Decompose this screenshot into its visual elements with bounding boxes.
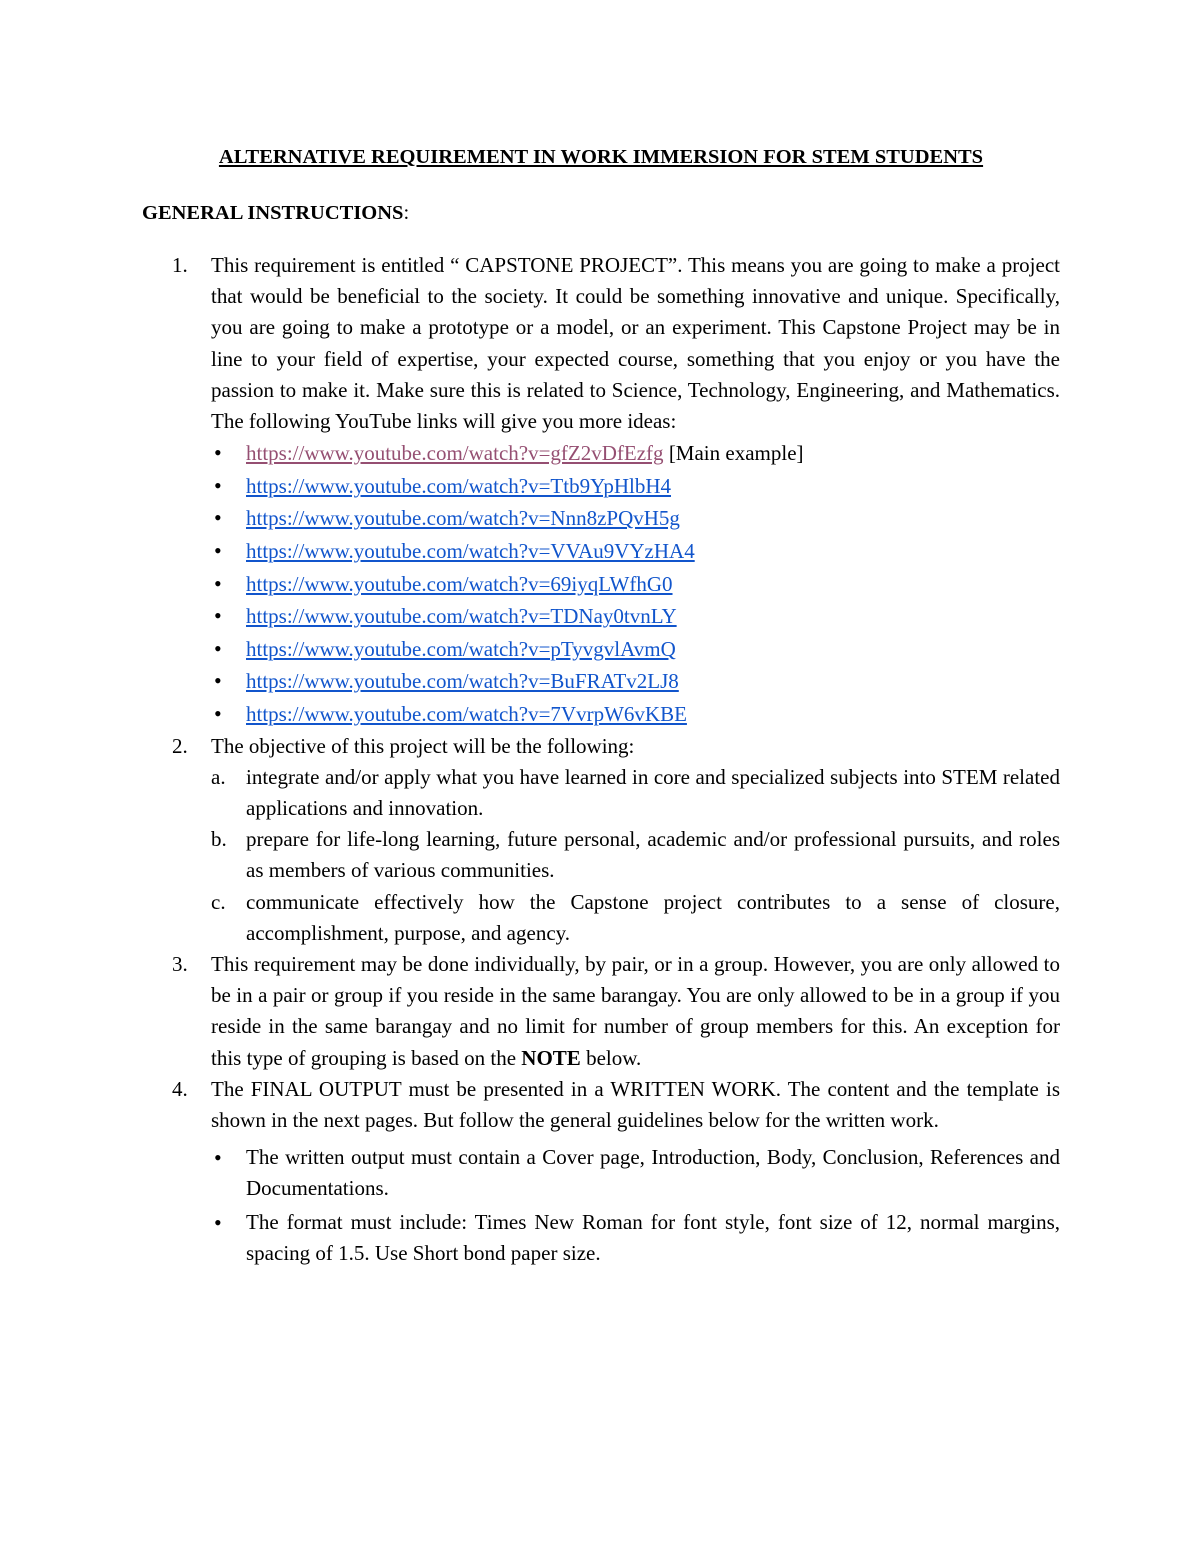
youtube-link-item <box>211 568 1060 601</box>
guideline-item <box>211 1207 1060 1269</box>
instructions-list <box>142 250 1060 1269</box>
youtube-link[interactable]: https://www.youtube.com/watch?v=69iyqLWfhG0 <box>246 571 673 596</box>
guideline-text: • The format must include: Times New Roman for font style, font size of 12, normal margins, spacing of 1.5. Use Short bond paper size. <box>246 1209 1060 1265</box>
youtube-link-item <box>211 535 1060 568</box>
youtube-link[interactable]: https://www.youtube.com/watch?v=BuFRATv2LJ8 <box>246 669 679 694</box>
youtube-link[interactable]: https://www.youtube.com/watch?v=gfZ2vDfEzfg <box>246 441 664 466</box>
youtube-link-item <box>211 633 1060 666</box>
instruction-item-2 <box>142 731 1060 949</box>
objective-text: integrate and/or apply what you have learned in core and specialized subjects into STEM related applications and innovation. <box>246 764 1060 820</box>
instruction-item-3 <box>142 949 1060 1074</box>
instruction-text-tail: below. <box>580 1045 642 1070</box>
youtube-link-item <box>211 665 1060 698</box>
objective-item <box>211 762 1060 824</box>
instruction-number: 2. <box>172 733 188 758</box>
objective-letter: b. <box>211 827 227 852</box>
youtube-link-item <box>211 698 1060 731</box>
youtube-link-item <box>211 437 1060 470</box>
guidelines-list <box>211 1142 1060 1269</box>
note-emphasis: NOTE <box>521 1045 581 1070</box>
document-title: ALTERNATIVE REQUIREMENT IN WORK IMMERSION FOR STEM STUDENTS <box>218 146 984 168</box>
youtube-link[interactable]: https://www.youtube.com/watch?v=7VvrpW6vKBE <box>246 701 687 726</box>
instruction-number: 1. <box>172 253 188 277</box>
guideline-item <box>211 1142 1060 1204</box>
general-instructions-label: GENERAL INSTRUCTIONS <box>142 202 404 224</box>
objectives-list <box>211 762 1060 949</box>
youtube-links-list <box>211 437 1060 730</box>
youtube-link[interactable]: https://www.youtube.com/watch?v=pTyvgvlAvmQ <box>246 636 676 661</box>
general-instructions-heading <box>142 198 1060 228</box>
instruction-text <box>211 949 1060 1074</box>
objective-text: prepare for life-long learning, future personal, academic and/or professional pursuits, and roles as members of various communities. <box>246 827 1060 883</box>
youtube-link[interactable]: https://www.youtube.com/watch?v=Ttb9YpHlbH4 <box>246 473 671 498</box>
guideline-text: • The written output must contain a Cover page, Introduction, Body, Conclusion, References and Documentations. <box>246 1145 1060 1201</box>
youtube-link[interactable]: https://www.youtube.com/watch?v=Nnn8zPQvH5g <box>246 506 680 531</box>
youtube-link[interactable]: https://www.youtube.com/watch?v=TDNay0tvnLY <box>246 604 677 629</box>
instruction-text: The objective of this project will be the following: <box>211 733 635 758</box>
instruction-item-1 <box>142 250 1060 731</box>
youtube-link[interactable]: https://www.youtube.com/watch?v=VVAu9VYzHA4 <box>246 539 695 563</box>
general-instructions-colon: : <box>403 202 410 224</box>
youtube-link-item <box>211 600 1060 633</box>
objective-item <box>211 824 1060 886</box>
instruction-item-4 <box>142 1074 1060 1269</box>
objective-text: communicate effectively how the Capstone project contributes to a sense of closure, accomplishment, purpose, and agency. <box>246 889 1060 945</box>
instruction-number: 3. <box>172 951 188 976</box>
instruction-number: 4. <box>172 1076 188 1101</box>
objective-letter: c. <box>211 889 226 914</box>
instruction-text: This requirement is entitled “ CAPSTONE PROJECT”. This means you are going to make a project that would be beneficial to the society. It could be something innovative and unique. Specifically, you are going to make a prototype or a model, or an experiment. This Capstone Project may be in line to your field of expertise, your expected course, something that you enjoy or you have the passion to make it. Make sure this is related to Science, Technology, Engineering, and Mathematics. The following YouTube links will give you more ideas: <box>211 253 1060 434</box>
link-note: [Main example] <box>663 441 804 466</box>
objective-letter: a. <box>211 764 226 789</box>
youtube-link-item <box>211 470 1060 503</box>
instruction-text-main: This requirement may be done individually, by pair, or in a group. However, you are only allowed to be in a pair or group if you reside in the same barangay. You are only allowed to be in a group if you reside in the same barangay and no limit for number of group members for this. An exception for this type of grouping is based on the <box>211 951 1060 1070</box>
youtube-link-item <box>211 502 1060 535</box>
objective-item <box>211 887 1060 949</box>
instruction-text: The FINAL OUTPUT must be presented in a WRITTEN WORK. The content and the template is shown in the next pages. But follow the general guidelines below for the written work. <box>211 1076 1060 1132</box>
